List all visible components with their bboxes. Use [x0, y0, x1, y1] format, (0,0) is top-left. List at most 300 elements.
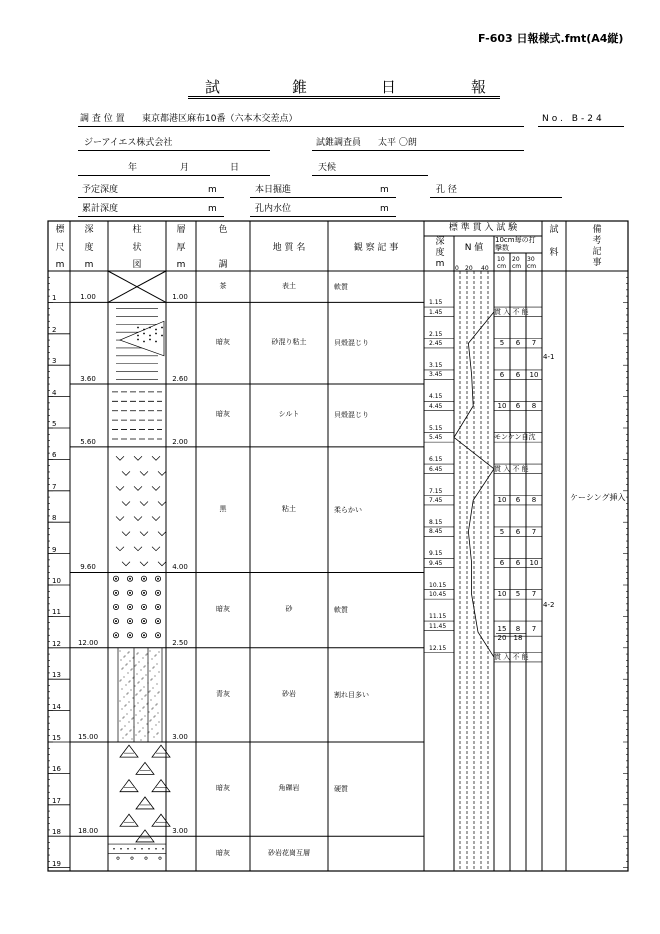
blow-count: 7	[531, 339, 537, 348]
blow-count: 6	[515, 339, 521, 348]
pattern-sand	[115, 634, 117, 636]
pattern-sand-dot	[137, 339, 139, 341]
pattern-sandstone-dot	[121, 659, 122, 660]
pattern-sandstone-dot	[145, 735, 146, 736]
sample-label: 4-2	[543, 600, 555, 609]
layer-color: 黒	[219, 504, 227, 513]
pattern-clay	[122, 471, 130, 475]
col-spt-depth-header: 深 度 m	[435, 237, 445, 269]
inspector-name: 太平 〇朗	[378, 138, 417, 148]
date-day-label: 日	[230, 163, 240, 173]
pattern-sandstone-dot	[143, 677, 144, 678]
spt-depth: 2.45	[429, 339, 443, 347]
pattern-sand	[115, 578, 117, 580]
scale-number: 18	[52, 828, 61, 837]
pattern-sandstone-dot	[152, 658, 153, 659]
pattern-breccia	[152, 814, 170, 826]
pattern-sandstone-dot	[153, 667, 154, 668]
pattern-sandstone-dot	[138, 722, 139, 723]
scale-number: 14	[52, 702, 61, 711]
col-color-header: 色 調	[218, 225, 228, 270]
pattern-breccia	[136, 797, 154, 809]
layer-depth: 18.00	[77, 827, 99, 836]
pattern-sandstone-dot	[136, 714, 137, 715]
pattern-sand-dot	[155, 341, 157, 343]
boring-no: No. B-24	[542, 114, 605, 124]
col-observation-header: 観 察 記 事	[353, 243, 399, 253]
pattern-sandstone-dot	[122, 708, 123, 709]
spt-depth: 3.15	[429, 361, 443, 369]
scale-number: 8	[52, 514, 57, 523]
pattern-sandstone-dot	[157, 663, 158, 664]
pattern-sandstone-dot	[149, 711, 150, 712]
spt-depth: 7.45	[429, 496, 443, 504]
spt-depth: 4.15	[429, 393, 443, 401]
pattern-sandstone-dot	[151, 699, 152, 700]
pattern-sandstone-dot	[141, 719, 142, 720]
planned-depth-unit: m	[208, 185, 217, 195]
pattern-sand	[143, 606, 145, 608]
spt-result-text: 貫 入 不 能	[494, 653, 529, 662]
pattern-sandstone-dot	[142, 718, 143, 719]
blow-count: 7	[531, 590, 537, 599]
n-axis-20: 20	[465, 265, 473, 272]
pattern-sandstone-dot	[158, 692, 159, 693]
layer-thickness: 2.60	[172, 375, 188, 384]
pattern-sandstone-dot	[121, 729, 122, 730]
blow-count: 6	[515, 402, 521, 411]
pattern-interbed-dot	[134, 848, 136, 850]
pattern-sandstone-dot	[138, 652, 139, 653]
pattern-sandstone-dot	[125, 655, 126, 656]
pattern-sandstone-dot	[137, 653, 138, 654]
pattern-sandstone-dot	[141, 669, 142, 670]
spt-depth: 8.15	[429, 518, 443, 526]
layer-observation: 軟質	[334, 282, 348, 291]
spt-depth: 10.15	[429, 581, 447, 589]
layer-color: 茶	[219, 281, 227, 290]
pattern-sandstone-dot	[134, 706, 135, 707]
pattern-interbed-dot	[131, 857, 133, 859]
layer-thickness: 4.00	[172, 563, 188, 572]
layer-thickness: 3.00	[172, 733, 188, 741]
layer-observation: 柔らかい	[334, 505, 362, 514]
pattern-sandstone-dot	[123, 737, 124, 738]
scale-number: 6	[52, 451, 57, 460]
pattern-sandstone-dot	[140, 690, 141, 691]
pattern-sandstone-dot	[134, 676, 135, 677]
pattern-sandstone-dot	[138, 682, 139, 683]
pattern-sandstone-dot	[131, 689, 132, 690]
col-soil-name-header: 地 質 名	[272, 243, 306, 253]
pattern-sandstone-dot	[128, 652, 129, 653]
spt-result-text: 貫 入 不 能	[494, 464, 529, 473]
blow-sub-20: 20	[512, 256, 520, 263]
pattern-sandstone-dot	[131, 709, 132, 710]
col-thickness-header: 層 厚 m	[176, 225, 186, 270]
blow-sub-10: 10	[497, 256, 505, 263]
pattern-clay	[116, 486, 124, 490]
pattern-sandstone-dot	[158, 712, 159, 713]
pattern-sandstone-dot	[156, 724, 157, 725]
pattern-sandstone-dot	[148, 682, 149, 683]
pattern-sandstone-dot	[157, 733, 158, 734]
sample-label: 4-1	[543, 352, 555, 361]
pattern-sandstone-dot	[129, 681, 130, 682]
pattern-sandstone-dot	[150, 650, 151, 651]
water-level-label: 孔内水位	[255, 204, 292, 214]
pattern-clay	[122, 532, 130, 536]
col-sample-header: 試 料	[549, 225, 559, 258]
blow-count: 5	[499, 527, 505, 536]
blow-count: 10	[497, 496, 507, 505]
remark-casing: ケーシング挿入	[570, 493, 626, 502]
pattern-sand-dot	[149, 327, 151, 329]
pattern-sandstone-dot	[140, 710, 141, 711]
pattern-sand	[143, 620, 145, 622]
spt-depth: 7.15	[429, 487, 443, 495]
table-frame	[48, 221, 628, 871]
pattern-sandstone-dot	[126, 664, 127, 665]
pattern-sandstone-dot	[120, 700, 121, 701]
pattern-sand-dot	[149, 335, 151, 337]
pattern-clay	[134, 517, 142, 521]
title-char-3: 日	[381, 78, 397, 96]
pattern-sandstone-dot	[154, 716, 155, 717]
scale-number: 10	[52, 577, 61, 585]
pattern-sandstone-dot	[150, 670, 151, 671]
pattern-sandstone-dot	[144, 666, 145, 667]
blow-count: 5	[515, 590, 521, 599]
pattern-sandstone-dot	[146, 674, 147, 675]
spt-depth: 1.45	[429, 308, 443, 316]
layer-soil-name: 砂	[285, 605, 293, 614]
pattern-sand	[143, 592, 145, 594]
pattern-sand	[143, 634, 145, 636]
layer-thickness: 1.00	[172, 293, 188, 302]
pattern-sandstone-dot	[138, 702, 139, 703]
blow-count: 10	[529, 370, 539, 379]
pattern-sandstone-dot	[155, 675, 156, 676]
pattern-sandstone-dot	[122, 688, 123, 689]
layer-observation: 硬質	[334, 785, 348, 794]
blow-count: 10	[497, 402, 507, 411]
pattern-sandy-clay	[120, 321, 164, 356]
pattern-clay	[152, 517, 160, 521]
survey-location: 東京都港区麻布10番（六本木交差点）	[142, 114, 298, 124]
pattern-sandstone-dot	[133, 657, 134, 658]
pattern-sandstone-dot	[127, 733, 128, 734]
pattern-sand-dot	[161, 327, 163, 329]
layer-color: 青灰	[216, 689, 230, 698]
layer-observation: 貝殻混じり	[334, 411, 369, 420]
layer-observation: 貝殻混じり	[334, 339, 369, 348]
pattern-sandstone-dot	[154, 666, 155, 667]
pattern-sandstone-dot	[124, 716, 125, 717]
pattern-sandstone-dot	[130, 730, 131, 731]
pattern-sandstone-dot	[133, 677, 134, 678]
pattern-sandstone-dot	[133, 697, 134, 698]
pattern-clay	[122, 562, 130, 566]
layer-color: 暗灰	[216, 338, 230, 347]
col-column-header: 柱 状 図	[132, 225, 142, 270]
pattern-sandstone-dot	[127, 713, 128, 714]
pattern-sandstone-dot	[130, 680, 131, 681]
layer-observation: 軟質	[334, 606, 348, 615]
pattern-clay	[158, 532, 166, 536]
pattern-sandstone-dot	[153, 707, 154, 708]
pattern-sandstone-dot	[157, 683, 158, 684]
pattern-sandstone-dot	[136, 664, 137, 665]
pattern-breccia	[152, 745, 170, 757]
pattern-sandstone-dot	[155, 655, 156, 656]
spt-depth: 8.45	[429, 528, 443, 536]
scale-number: 1	[52, 294, 57, 303]
scale-number: 2	[52, 325, 57, 334]
layer-depth: 12.00	[77, 638, 99, 647]
pattern-sandstone-dot	[126, 734, 127, 735]
n-axis-0: 0	[455, 265, 459, 272]
pattern-sandstone-dot	[156, 654, 157, 655]
scale-number: 3	[52, 357, 57, 366]
pattern-sandstone-dot	[144, 706, 145, 707]
title-char-2: 錐	[292, 78, 308, 96]
pattern-breccia	[120, 780, 138, 792]
col-remarks-header: 備 考 記 事	[592, 225, 602, 268]
layer-soil-name: 砂岩花崗互層	[268, 848, 310, 857]
pattern-sandstone-dot	[127, 663, 128, 664]
pattern-clay	[158, 562, 166, 566]
pattern-sandstone-dot	[150, 720, 151, 721]
pattern-clay	[122, 501, 130, 505]
pattern-breccia	[152, 780, 170, 792]
spt-depth: 3.45	[429, 371, 443, 379]
pattern-sand	[115, 606, 117, 608]
spt-depth: 4.45	[429, 402, 443, 410]
pattern-sandstone-dot	[142, 698, 143, 699]
pattern-sand-dot	[143, 329, 145, 331]
date-month-label: 月	[180, 163, 190, 173]
pattern-sandstone-dot	[120, 650, 121, 651]
blow-count: 7	[531, 624, 537, 633]
scale-number: 12	[52, 639, 61, 648]
pattern-clay	[158, 501, 166, 505]
layer-depth: 3.60	[80, 375, 96, 384]
layer-color: 暗灰	[216, 848, 230, 857]
blow-count: 10	[497, 590, 507, 599]
pattern-sandstone-dot	[144, 686, 145, 687]
pattern-sandstone-dot	[134, 656, 135, 657]
pattern-sand	[129, 578, 131, 580]
pattern-sandstone-dot	[126, 704, 127, 705]
pattern-sandstone-dot	[125, 705, 126, 706]
pattern-sandstone-dot	[155, 715, 156, 716]
pattern-sandstone-dot	[141, 689, 142, 690]
pattern-sand	[157, 620, 159, 622]
pattern-breccia	[120, 814, 138, 826]
pattern-sandstone-dot	[120, 720, 121, 721]
water-level-unit: m	[380, 204, 389, 214]
pattern-sand-dot	[155, 329, 157, 331]
company-name: ジーアイエス株式会社	[84, 138, 173, 148]
spt-depth: 9.15	[429, 550, 443, 558]
pattern-clay	[134, 486, 142, 490]
pattern-clay	[140, 562, 148, 566]
pattern-sand	[129, 606, 131, 608]
pattern-sandstone-dot	[159, 691, 160, 692]
pattern-sandstone-dot	[132, 738, 133, 739]
pattern-sandstone-dot	[149, 731, 150, 732]
spt-result-text: 貫 入 不 能	[494, 307, 529, 316]
pattern-sandstone-dot	[139, 681, 140, 682]
pattern-interbed-dot	[117, 857, 119, 859]
pattern-clay	[152, 456, 160, 460]
layer-soil-name: 角礫岩	[278, 784, 300, 793]
pattern-sand-dot	[137, 335, 139, 337]
col-blows-header: 10cm毎の打撃数	[495, 236, 536, 252]
pattern-clay	[158, 471, 166, 475]
pattern-interbed-dot	[155, 848, 157, 850]
blow-count: 6	[499, 370, 505, 379]
spt-depth: 5.45	[429, 434, 443, 442]
scale-number: 13	[52, 671, 61, 680]
pattern-sandstone-dot	[149, 691, 150, 692]
layer-thickness: 2.00	[172, 437, 188, 446]
pattern-sandstone-dot	[154, 736, 155, 737]
spt-depth: 5.15	[429, 424, 443, 432]
inspector-label: 試錐調査員	[316, 138, 362, 148]
pattern-breccia	[136, 762, 154, 774]
pattern-sandstone-dot	[145, 695, 146, 696]
pattern-sandstone-dot	[142, 678, 143, 679]
pattern-sandstone-dot	[131, 669, 132, 670]
pattern-sandstone-dot	[124, 656, 125, 657]
pattern-sandstone-dot	[151, 719, 152, 720]
pattern-interbed-dot	[141, 848, 143, 850]
spt-depth: 12.15	[429, 644, 447, 652]
hole-diameter-label: 孔 径	[436, 185, 457, 195]
pattern-sandstone-dot	[159, 671, 160, 672]
pattern-sandstone-dot	[129, 651, 130, 652]
scale-number: 7	[52, 482, 57, 491]
blow-count: 18	[513, 633, 523, 642]
layer-soil-name: 砂岩	[282, 689, 296, 698]
pattern-sandstone-dot	[126, 684, 127, 685]
layer-soil-name: シルト	[278, 410, 300, 419]
pattern-sandstone-dot	[128, 692, 129, 693]
pattern-interbed-dot	[120, 848, 122, 850]
pattern-sandstone-dot	[143, 727, 144, 728]
today-progress-label: 本日掘進	[255, 185, 292, 195]
planned-depth-label: 予定深度	[82, 185, 119, 195]
pattern-interbed-dot	[159, 857, 161, 859]
pattern-interbed-dot	[113, 848, 115, 850]
pattern-interbed-dot	[127, 848, 129, 850]
blow-count: 6	[515, 370, 521, 379]
pattern-sandstone-dot	[135, 705, 136, 706]
blow-sub-30: 30	[527, 256, 535, 263]
pattern-sand	[129, 634, 131, 636]
layer-depth: 15.00	[77, 733, 99, 741]
blow-count: 5	[499, 339, 505, 348]
pattern-sandstone-dot	[132, 718, 133, 719]
layer-soil-name: 粘土	[282, 504, 296, 513]
pattern-sandstone-dot	[137, 673, 138, 674]
layer-soil-name: 表土	[282, 281, 296, 290]
pattern-sand	[157, 606, 159, 608]
spt-depth: 6.45	[429, 465, 443, 473]
scale-number: 17	[52, 796, 61, 805]
pattern-interbed-dot	[148, 848, 150, 850]
pattern-sand-dot	[149, 339, 151, 341]
scale-number: 4	[52, 388, 57, 397]
pattern-sand	[115, 592, 117, 594]
pattern-sandstone-dot	[146, 694, 147, 695]
survey-location-label: 調 査 位 置	[80, 114, 125, 124]
spt-depth: 10.45	[429, 591, 447, 599]
pattern-sandstone-dot	[129, 701, 130, 702]
pattern-clay	[140, 501, 148, 505]
pattern-sandstone-dot	[127, 693, 128, 694]
pattern-breccia	[120, 745, 138, 757]
blow-count: 8	[531, 496, 537, 505]
scale-number: 5	[52, 420, 57, 428]
form-id: F-603 日報様式.fmt(A4縦)	[478, 32, 624, 45]
pattern-sandstone-dot	[152, 708, 153, 709]
pattern-sandstone-dot	[147, 703, 148, 704]
blow-count: 7	[531, 527, 537, 536]
spt-depth: 2.15	[429, 330, 443, 338]
col-n-value-header: N 値	[464, 243, 484, 253]
scale-number: 9	[52, 545, 57, 554]
pattern-sandstone-dot	[158, 732, 159, 733]
col-spt-header: 標 準 貫 入 試 験	[448, 223, 518, 233]
pattern-sandstone-dot	[150, 690, 151, 691]
layer-soil-name: 砂混り粘土	[271, 338, 307, 347]
layer-depth: 1.00	[80, 293, 96, 302]
spt-depth: 9.45	[429, 559, 443, 567]
pattern-sand	[157, 578, 159, 580]
pattern-sandstone-dot	[131, 729, 132, 730]
pattern-sandstone-dot	[135, 685, 136, 686]
pattern-sandstone-dot	[141, 739, 142, 740]
pattern-sandstone-dot	[122, 668, 123, 669]
blow-count: 6	[515, 527, 521, 536]
spt-depth: 6.15	[429, 456, 443, 464]
pattern-sand	[157, 592, 159, 594]
pattern-sandstone-dot	[152, 678, 153, 679]
pattern-sandstone-dot	[139, 731, 140, 732]
pattern-clay	[152, 486, 160, 490]
pattern-sandstone-dot	[159, 651, 160, 652]
pattern-sandstone-dot	[155, 695, 156, 696]
pattern-sandstone-dot	[133, 717, 134, 718]
spt-depth: 11.15	[429, 613, 447, 621]
layer-thickness: 2.50	[172, 638, 188, 647]
pattern-sandstone-dot	[153, 687, 154, 688]
pattern-sand	[143, 578, 145, 580]
pattern-sandstone-dot	[135, 665, 136, 666]
pattern-sandstone-dot	[148, 702, 149, 703]
layer-observation: 割れ目多い	[334, 690, 369, 699]
pattern-sandstone-dot	[132, 668, 133, 669]
pattern-sandstone-dot	[151, 679, 152, 680]
pattern-sand-dot	[161, 335, 163, 337]
pattern-sandstone-dot	[130, 660, 131, 661]
pattern-sandstone-dot	[123, 667, 124, 668]
pattern-clay	[116, 456, 124, 460]
pattern-sandstone-dot	[145, 665, 146, 666]
